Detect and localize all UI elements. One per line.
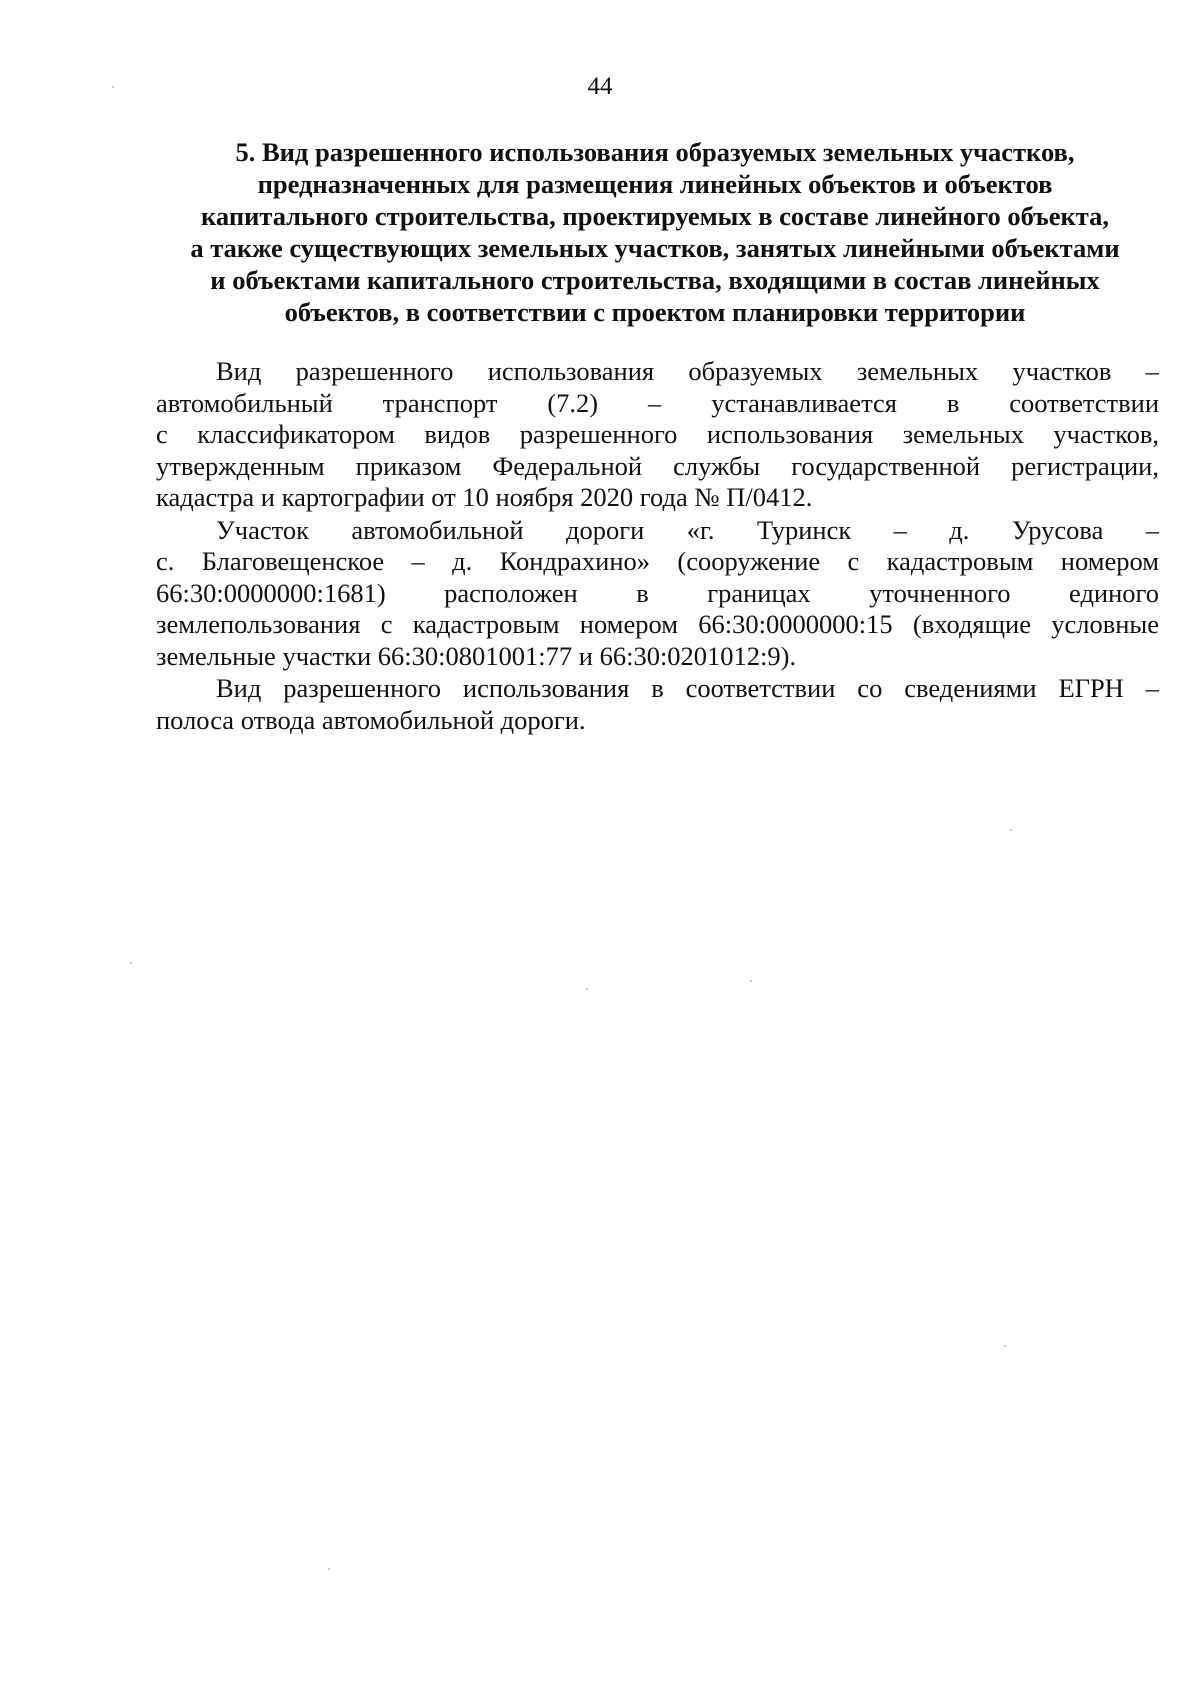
text-line: землепользования с кадастровым номером 66:30:0000000:15 (входящие условные [156,609,1159,639]
text-line: Вид разрешенного использования образуемых земельных участков – [216,356,1159,386]
scan-speck [586,988,588,990]
paragraph-land-use-type [156,356,1159,514]
text-line: 66:30:0000000:1681) расположен в границах уточненного единого [156,577,1159,608]
body-text [156,356,1159,737]
text-line: Вид разрешенного использования в соответствии со сведениями ЕГРН – [216,673,1159,703]
text-line: утвержденным приказом Федеральной службы государственной регистрации, [156,450,1159,481]
text-line: автомобильный транспорт (7.2) – устанавливается в соответствии [156,387,1159,418]
scan-speck [1010,829,1012,831]
scan-speck [130,962,132,964]
section-title-line: и объектами капитального строительства, входящими в состав линейных [210,265,1100,295]
text-line: полоса отвода автомобильной дороги. [156,704,586,735]
section-title-line: предназначенных для размещения линейных объектов и объектов [257,169,1053,199]
section-title-line: объектов, в соответствии с проектом планировки территории [284,297,1026,327]
scan-speck [328,1568,330,1570]
section-title-line: 5. Вид разрешенного использования образуемых земельных участков, [235,137,1075,167]
section-title-line: а также существующих земельных участков, занятых линейными объектами [190,233,1120,263]
paragraph-egrn-land-use [156,673,1159,736]
text-line: Участок автомобильной дороги «г. Туринск – д. Урусова – [216,514,1159,545]
scan-speck [750,980,752,982]
text-line: кадастра и картографии от 10 ноября 2020 года № П/0412. [156,482,813,512]
page-number: 44 [587,73,613,100]
section-title [150,136,1160,328]
text-line: земельные участки 66:30:0801001:77 и 66:30:0201012:9). [156,640,797,671]
paragraph-road-section [156,515,1159,673]
section-title-line: капитального строительства, проектируемых в составе линейного объекта, [201,201,1109,231]
text-line: с. Благовещенское – д. Кондрахино» (сооружение с кадастровым номером [156,546,1159,576]
scan-speck [1004,1345,1006,1347]
text-line: с классификатором видов разрешенного использования земельных участков, [156,419,1159,449]
scan-speck [112,86,114,88]
